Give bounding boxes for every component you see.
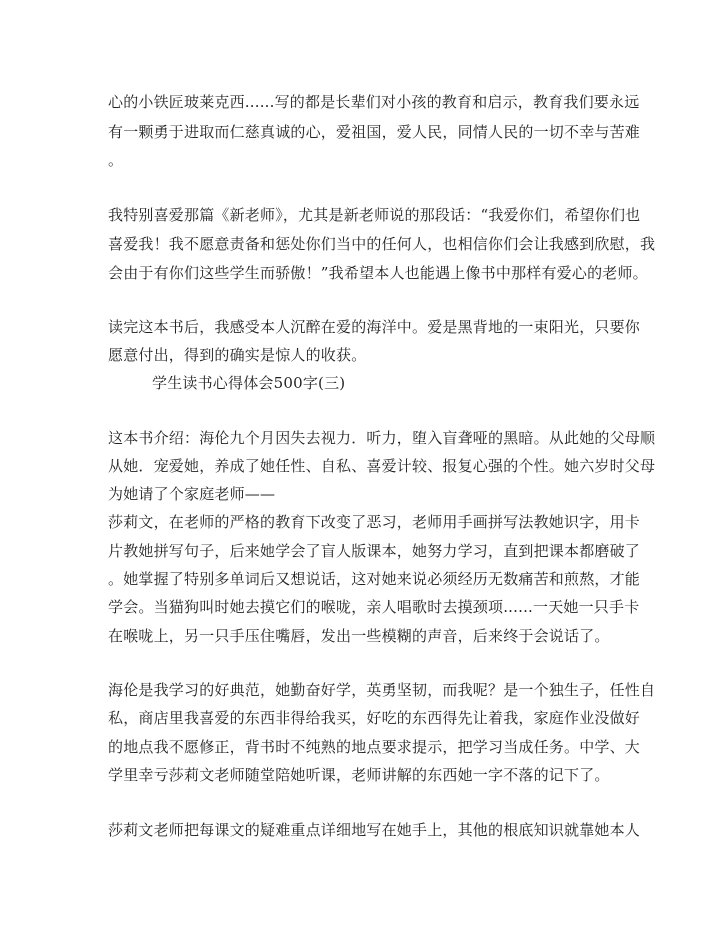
text-line: 有一颗勇于进取而仁慈真诚的心，爱祖国，爱人民，同情人民的一切不幸与苦难 <box>108 123 641 141</box>
text-line: 喜爱我！我不愿意责备和惩处你们当中的任何人，也相信你们会让我感到欣慰，我 <box>108 235 656 253</box>
section-heading: 学生读书心得体会500字(三) <box>152 374 346 392</box>
text-line: 片教她拼写句子，后来她学会了盲人版课本，她努力学习，直到把课本都磨破了 <box>108 542 641 560</box>
text-line: 心的小铁匠玻莱克西......写的都是长辈们对小孩的教育和启示，教育我们要永远 <box>108 93 640 111</box>
text-line: 会由于有你们这些学生而骄傲！”我希望本人也能遇上像书中那样有爱心的老师。 <box>108 264 648 282</box>
text-line: 这本书介绍：海伦九个月因失去视力．听力，堕入盲聋哑的黑暗。从此她的父母顺 <box>108 429 656 447</box>
text-line: 学会。当猫狗叫时她去摸它们的喉咙，亲人唱歌时去摸颈项......一天她一只手卡 <box>108 598 640 616</box>
text-line: 在喉咙上，另一只手压住嘴唇，发出一些模糊的声音，后来终于会说话了。 <box>108 627 610 645</box>
text-line: 。她掌握了特别多单词后又想说话，这对她来说必须经历无数痛苦和煎熬，才能 <box>108 570 641 588</box>
text-line: 为她请了个家庭老师—— <box>108 485 276 503</box>
text-line: 学里幸亏莎莉文老师随堂陪她听课，老师讲解的东西她一字不落的记下了。 <box>108 766 610 784</box>
text-line: 我特别喜爱那篇《新老师》，尤其是新老师说的那段话：“我爱你们，希望你们也 <box>108 206 641 224</box>
text-line: 海伦是我学习的好典范，她勤奋好学，英勇坚韧，而我呢？是一个独生子，任性自 <box>108 681 656 699</box>
text-line: 读完这本书后，我感受本人沉醉在爱的海洋中。爱是黑背地的一束阳光，只要你 <box>108 318 641 336</box>
text-line: 私，商店里我喜爱的东西非得给我买，好吃的东西得先让着我，家庭作业没做好 <box>108 709 641 727</box>
text-line: 从她．宠爱她，养成了她任性、自私、喜爱计较、报复心强的个性。她六岁时父母 <box>108 457 656 475</box>
text-line: 愿意付出，得到的确实是惊人的收获。 <box>108 346 367 364</box>
text-line: 莎莉文，在老师的严格的教育下改变了恶习，老师用手画拼写法教她识字，用卡 <box>108 513 641 531</box>
text-line: 。 <box>108 151 124 169</box>
text-line: 的地点我不愿修正，背书时不纯熟的地点要求提示，把学习当成任务。中学、大 <box>108 738 641 756</box>
text-line: 莎莉文老师把每课文的疑难重点详细地写在她手上，其他的根底知识就靠她本人 <box>108 821 641 839</box>
